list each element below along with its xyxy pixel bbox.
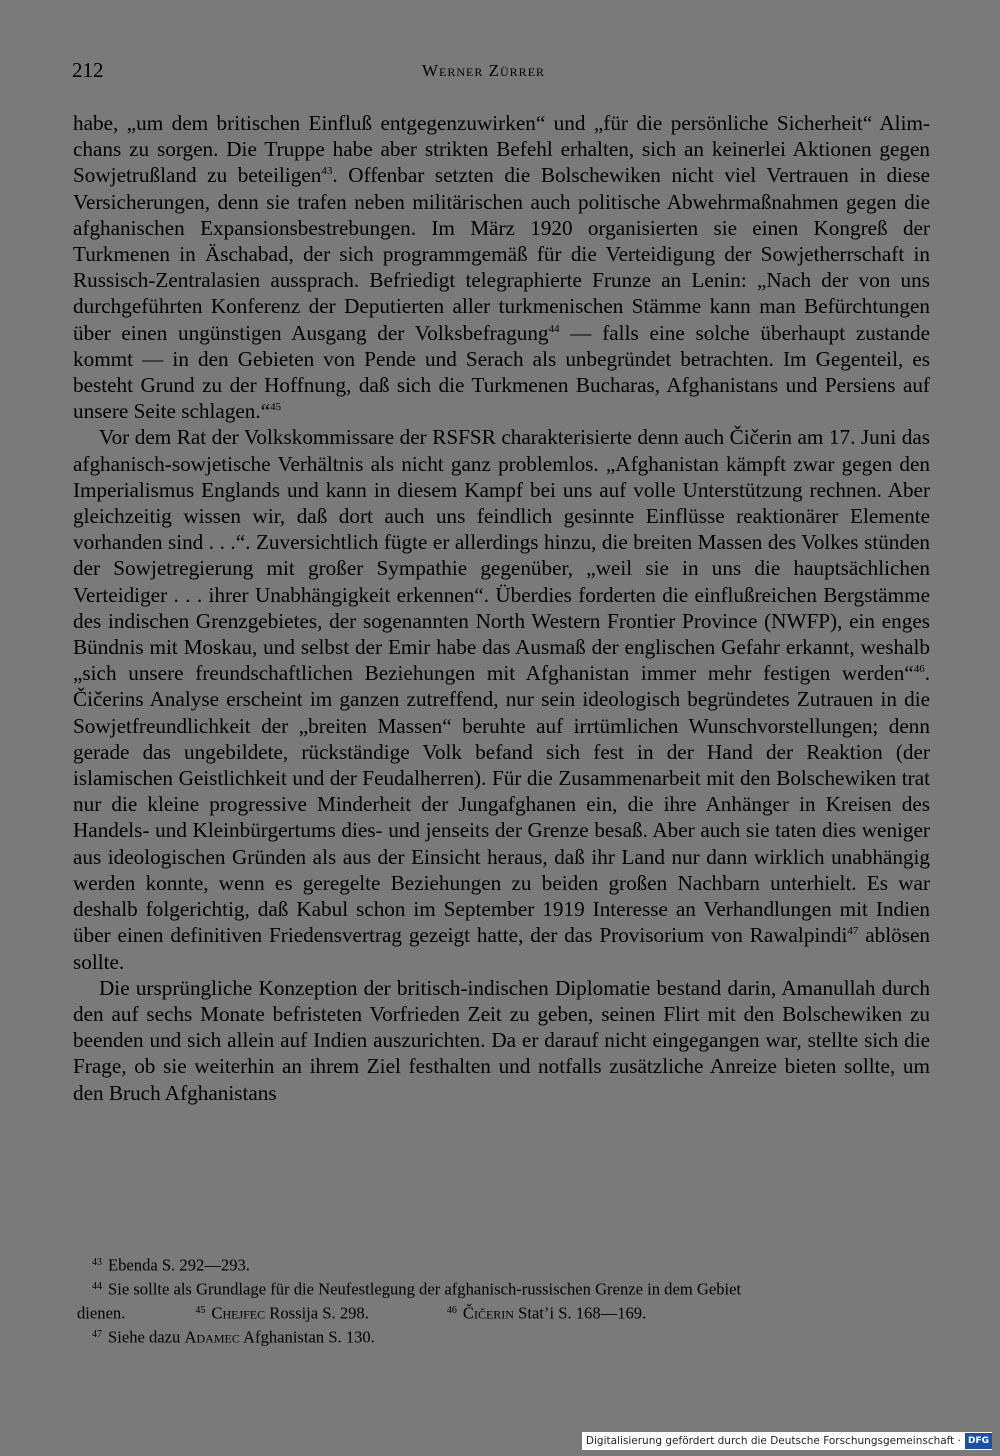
footnote-46-author: Čičerin [462, 1303, 514, 1323]
page-number: 212 [72, 58, 104, 82]
running-head: Werner Zürrer [422, 61, 546, 80]
paragraph-1: habe, „um dem britischen Einfluß entgegenzuwirken“ und „für die persönliche Sicherheit“ Alim-chans zu sorgen. Die Truppe habe aber strikten Befehl erhalten, sich an keinerlei Aktionen gegen Sowjetrußland zu beteiligen$^{43}$. Offenbar setzten die Bolschewiken nicht viel Vertrauen in diese Versicherungen, denn sie trafen neben militärischen auch politische Abwehrmaßnahmen gegen die afghanischen Expansionsbestrebungen. Im März 1920 organisierten sie einen Kongreß der Turkmenen in Äschabad, der sich programmgemäß für die Verteidigung der Sowjetherrschaft in Russisch-Zentralasien aussprach. Befriedigt telegraphierte Frunze an Lenin: „Nach der von uns durchgeführten Konferenz der Deputierten aller turkmenischen Stämme kann man Befürchtungen über einen ungünstigen Ausgang der Volksbefragung$^{44}$ — falls eine solche überhaupt zustande kommt — in den Gebieten von Pende und Serach als unbegründet betrachten. Im Gegenteil, es besteht Grund zu der Hoffnung, daß sich die Turkmenen Bucharas, Afghanistans und Persiens auf unsere Seite schlagen.“$^{45}$ [73, 111, 930, 424]
credit-text: Digitalisierung gefördert durch die Deutsche Forschungsgemeinschaft · [585, 1435, 961, 1447]
footnote-47-author: Adamec [184, 1327, 240, 1347]
page-header [72, 58, 930, 88]
paragraph-3: Die ursprüngliche Konzeption der britisch-indischen Diplomatie bestand darin, Amanullah durch den auf sechs Monate befristeten Vorfrieden Zeit zu geben, seinen Flirt mit den Bolschewiken zu beenden und sich allein auf Indien auszurichten. Da er darauf nicht eingegangen war, stellte sich die Frage, ob sie weiterhin an ihrem Ziel festhalten und notfalls zusätzliche Anreize bieten sollte, um den Bruch Afghanistans [73, 975, 930, 1105]
footnote-45-author: Chejfec [211, 1303, 266, 1323]
paragraph-2: Vor dem Rat der Volkskommissare der RSFSR charakterisierte denn auch Čičerin am 17. Juni das afghanisch-sowjetische Verhältnis als nicht ganz problemlos. „Afghanistan kämpft zwar gegen den Imperialismus Englands und kann in diesem Kampf bei uns auf volle Unterstützung rechnen. Aber gleichzeitig wissen wir, daß dort auch uns feindlich gesinnte Einflüsse reaktionärer Elemente vorhanden sind . . .“. Zuversichtlich fügte er allerdings hinzu, die breiten Massen des Volkes stünden der Sowjetregierung mit großer Sympathie gegenüber, „weil sie in uns die hauptsächlichen Verteidiger . . . ihrer Unabhängigkeit erkennen“. Überdies forderten die einflußreichen Bergstämme des indischen Grenzgebietes, der sogenannten North Western Frontier Province (NWFP), ein enges Bündnis mit Moskau, und selbst der Emir habe das Ausmaß der englischen Gefahr erkannt, weshalb „sich unsere freundschaftlichen Beziehungen mit Afghanistan immer mehr festigen werden“$^{46}$. Čičerins Analyse erscheint im ganzen zutreffend, nur sein ideologisch begründetes Zutrauen in die Sowjetfreundlichkeit der „breiten Massen“ beruhte auf irrtümlichen Wunschvorstellungen; denn gerade das ungebildete, rückständige Volk befand sich fest in der Hand der Reaktion (der islamischen Geistlichkeit und der Feudalherren). Für die Zusammenarbeit mit den Bolschewiken trat nur die kleine progressive Minderheit der Jungafghanen ein, die ihre Anhänger in Kreisen des Handels- und Kleinbürgertums dies- und jenseits der Grenze besaß. Aber auch sie taten dies weniger aus ideologischen Gründen als aus der Einsicht heraus, daß ihr Land nur dann wirklich unabhängig werden konnte, wenn es geregelte Beziehungen zu beiden großen Nachbarn unterhielt. Es war deshalb folgerichtig, daß Kabul schon im September 1919 Interesse an Verhandlungen mit Indien über einen definitiven Friedensvertrag gezeigt hatte, der das Provisorium von Rawalpindi$^{47}$ ablösen sollte. [73, 425, 930, 974]
footnote-ref-45: 45 [270, 400, 282, 413]
footnote-ref-44: 44 [548, 322, 560, 335]
footnote-ref-43: 43 [321, 165, 333, 178]
footnote-ref-47: 47 [847, 925, 859, 938]
footnote-44: $^{44}$ Sie sollte als Grundlage für die Neufestlegung der afghanisch-russischen Grenze in dem Gebiet [92, 1279, 742, 1299]
body-text [73, 110, 930, 1106]
footnote-47: $^{47}$ Siehe dazu Adamec Afghanistan S. 130. [92, 1327, 375, 1347]
digitization-credit [582, 1432, 992, 1450]
footnote-43: $^{43}$ Ebenda S. 292—293. [92, 1255, 250, 1275]
footnote-ref-46: 46 [913, 663, 925, 676]
footnotes [77, 1252, 930, 1348]
dfg-logo-icon: DFG [965, 1433, 992, 1449]
footnote-row-44-45-46: dienen. $^{45}$ Chejfec Rossija S. 298. $^{46}$ Čičerin Stat’i S. 168—169. [77, 1303, 647, 1323]
